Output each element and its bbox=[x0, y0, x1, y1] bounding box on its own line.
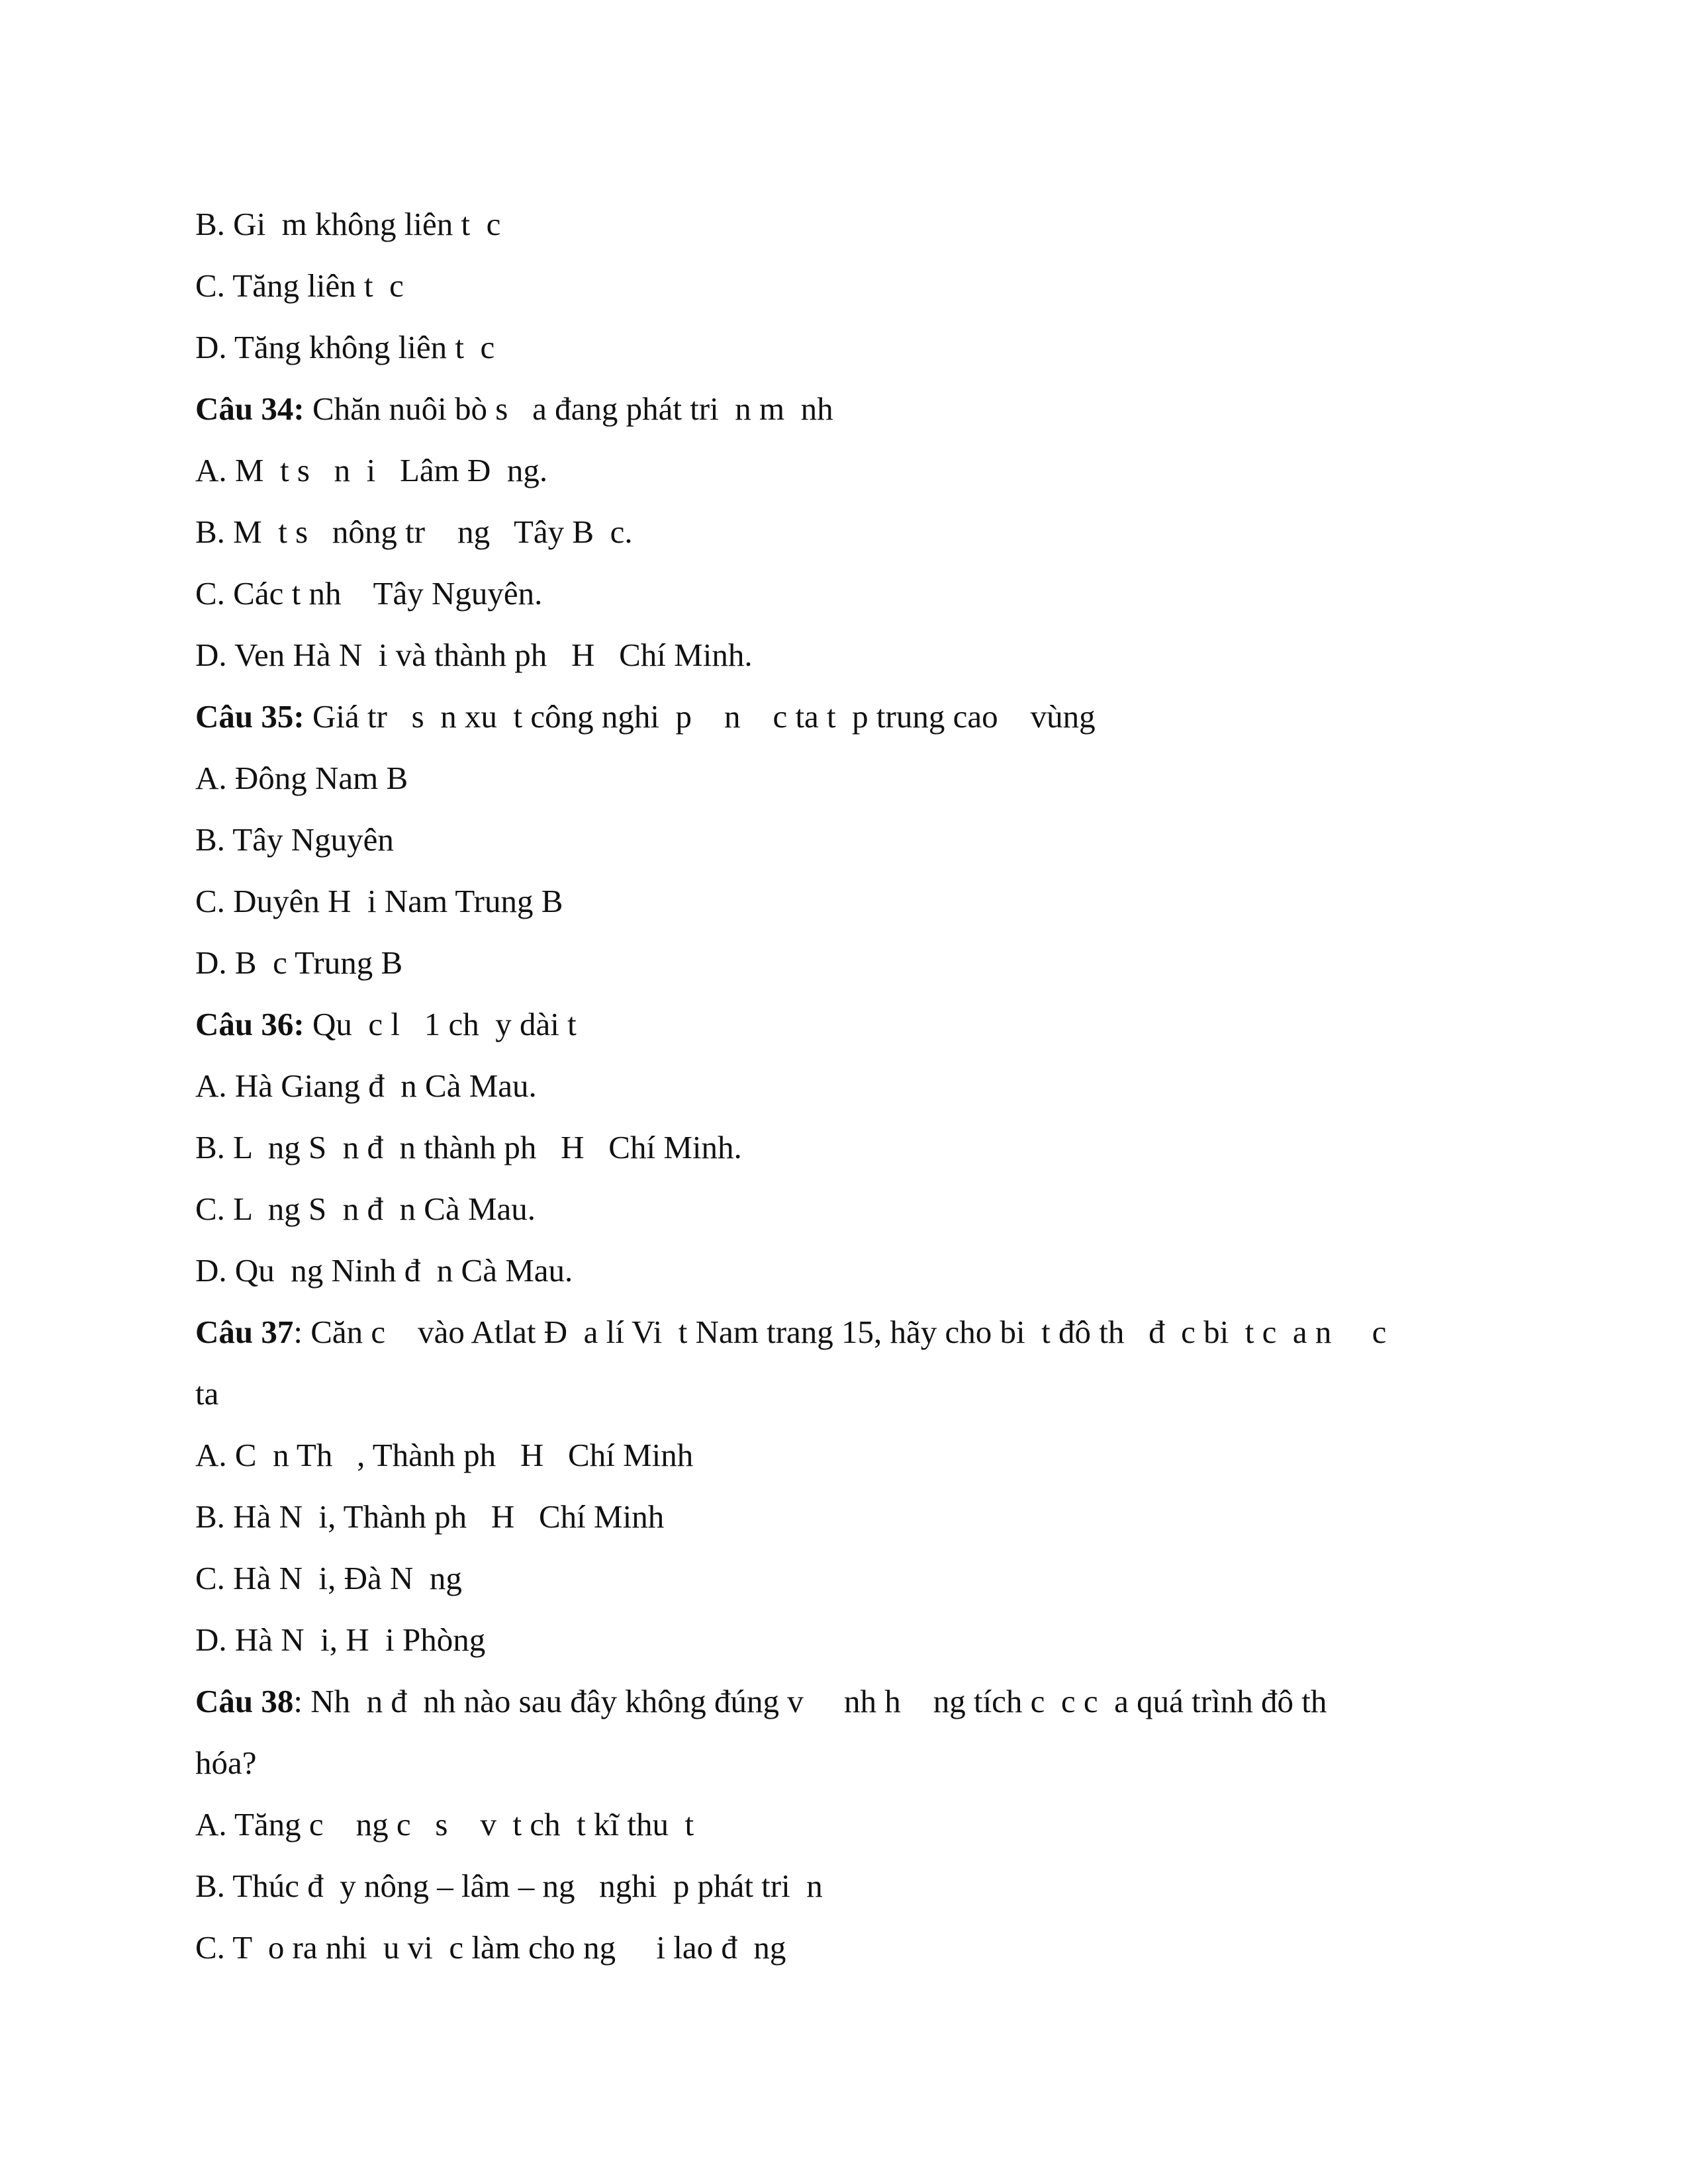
answer-option: A. Hà Giang đ n Cà Mau. bbox=[195, 1068, 537, 1104]
answer-option: A. Đông Nam B bbox=[195, 760, 408, 796]
question-text: Giá tr s n xu t công nghi p n c ta t p trung cao vùng bbox=[304, 698, 1096, 735]
answer-option: B. Thúc đ y nông – lâm – ng nghi p phát tri n bbox=[195, 1868, 823, 1904]
question-text: Chăn nuôi bò s a đang phát tri n m nh bbox=[304, 390, 833, 427]
answer-option: C. T o ra nhi u vi c làm cho ng i lao đ ng bbox=[195, 1929, 786, 1966]
answer-option: B. Hà N i, Thành ph H Chí Minh bbox=[195, 1498, 665, 1535]
question-number: Câu 37 bbox=[195, 1314, 294, 1350]
question-line bbox=[195, 378, 1519, 439]
question-text: : Nh n đ nh nào sau đây không đúng v nh h ng tích c c c a quá trình đô th bbox=[293, 1683, 1327, 1719]
answer-option: C. Các t nh Tây Nguyên. bbox=[195, 575, 543, 612]
answer-option: D. Hà N i, H i Phòng bbox=[195, 1621, 486, 1658]
answer-option: D. Qu ng Ninh đ n Cà Mau. bbox=[195, 1252, 573, 1289]
answer-option: B. L ng S n đ n thành ph H Chí Minh. bbox=[195, 1129, 742, 1165]
question-number: Câu 35: bbox=[195, 698, 305, 735]
answer-option: B. Tây Nguyên bbox=[195, 821, 394, 858]
answer-option: C. Tăng liên t c bbox=[195, 267, 404, 304]
question-line bbox=[195, 1670, 1519, 1732]
question-text-continuation: ta bbox=[195, 1375, 219, 1412]
answer-option: A. Tăng c ng c s v t ch t kĩ thu t bbox=[195, 1806, 694, 1843]
answer-option: B. Gi m không liên t c bbox=[195, 206, 501, 242]
question-text: : Căn c vào Atlat Đ a lí Vi t Nam trang 15, hãy cho bi t đô th đ c bi t c a n c bbox=[293, 1314, 1387, 1350]
question-line bbox=[195, 1301, 1519, 1363]
question-list bbox=[195, 193, 1519, 1978]
question-line bbox=[195, 993, 1519, 1055]
answer-option: D. B c Trung B bbox=[195, 944, 403, 981]
answer-option: A. C n Th , Thành ph H Chí Minh bbox=[195, 1437, 694, 1473]
answer-option: A. M t s n i Lâm Đ ng. bbox=[195, 452, 548, 488]
answer-option: C. L ng S n đ n Cà Mau. bbox=[195, 1191, 536, 1227]
answer-option: B. M t s nông tr ng Tây B c. bbox=[195, 514, 633, 550]
question-text: Qu c l 1 ch y dài t bbox=[304, 1006, 577, 1042]
answer-option: D. Ven Hà N i và thành ph H Chí Minh. bbox=[195, 637, 753, 673]
question-number: Câu 38 bbox=[195, 1683, 294, 1719]
answer-option: D. Tăng không liên t c bbox=[195, 329, 495, 365]
question-text-continuation: hóa? bbox=[195, 1745, 257, 1781]
question-line bbox=[195, 686, 1519, 747]
question-number: Câu 34: bbox=[195, 390, 305, 427]
question-number: Câu 36: bbox=[195, 1006, 305, 1042]
answer-option: C. Hà N i, Đà N ng bbox=[195, 1560, 462, 1596]
answer-option: C. Duyên H i Nam Trung B bbox=[195, 883, 563, 919]
